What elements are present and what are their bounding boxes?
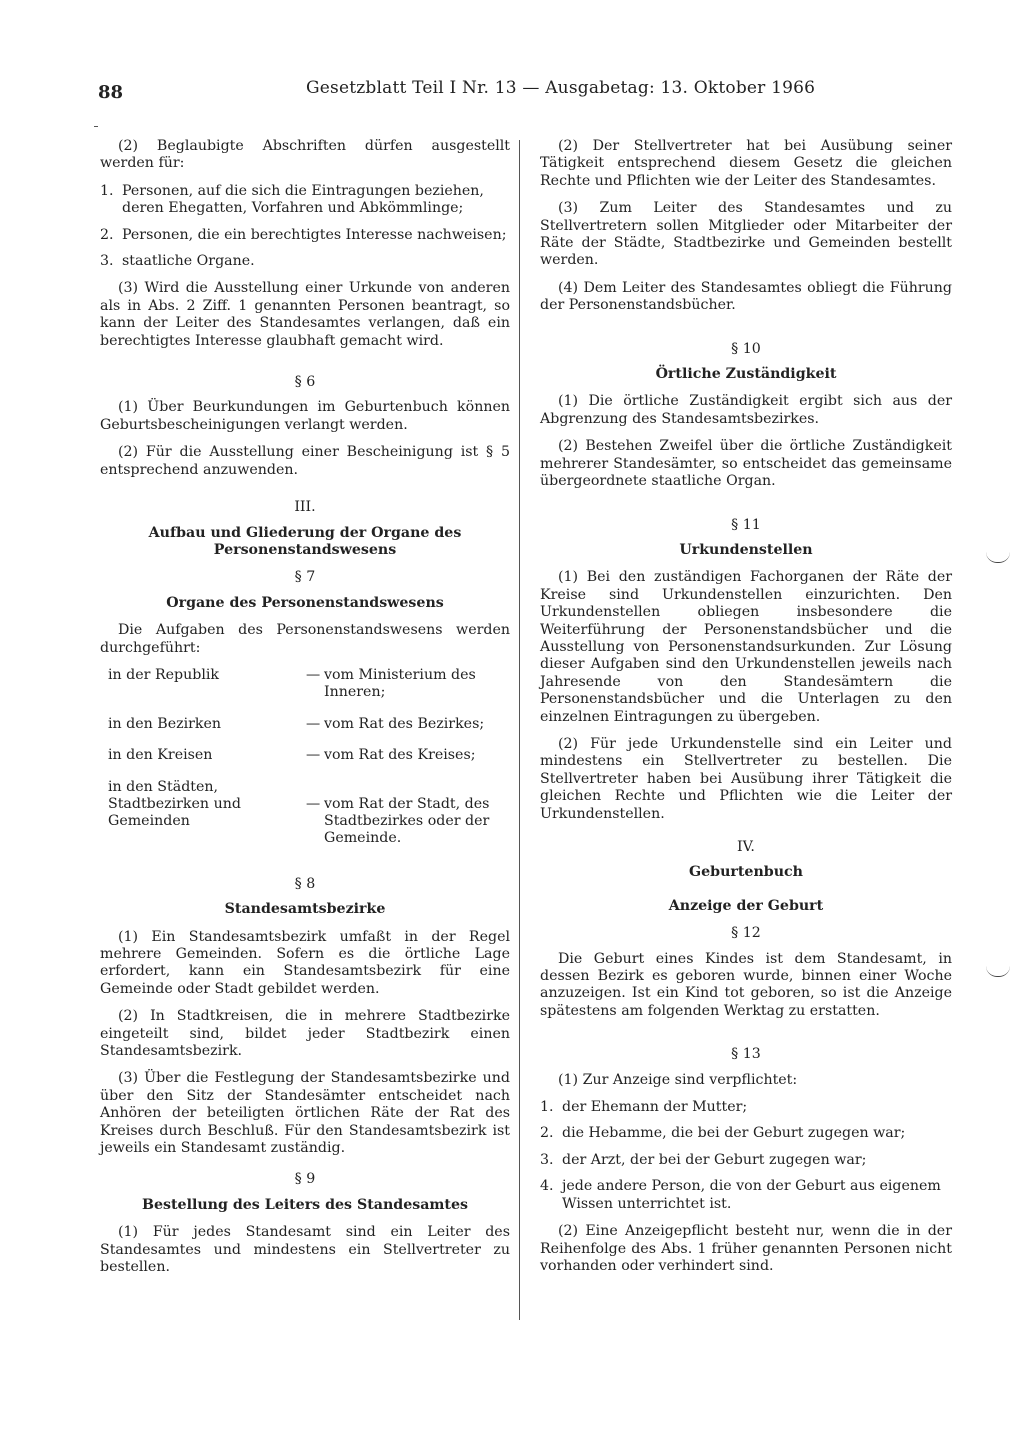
list-number: 2. xyxy=(100,226,114,243)
list-text: der Arzt, der bei der Geburt zugegen war; xyxy=(562,1151,867,1168)
table-cell-level: in den Städten, Stadtbezirken und Gemeinden xyxy=(108,778,241,830)
s8-paragraph-3: (3) Über die Festlegung der Standesamtsbezirke und über den Sitz der Standesämter entscheidet nach Anhören der beteiligten örtlichen Räte der Rat des Kreises durch Beschluß. Für den Standesamtsbezirk ist jeweils ein Standesamt zuständig. xyxy=(100,1070,510,1157)
s11-paragraph-1: (1) Bei den zuständigen Fachorganen der Räte der Kreise sind Urkundenstellen einzurichten. Den Urkundenstellen obliegen insbesondere die Weiterführung der Personenstandsbücher und die Ausstellung von Personenstandsurkunden. Zur Lösung dieser Aufgaben sind den Urkundenstellen jeweils nach Jahresende von den Standesämtern die Personenstandsbücher und die Unterlagen zu den einzelnen Eintragungen zu übergeben. xyxy=(540,569,952,725)
list-text: staatliche Organe. xyxy=(122,253,255,270)
section-13-title: § 13 xyxy=(731,1046,761,1063)
s10-paragraph-2: (2) Bestehen Zweifel über die örtliche Zuständigkeit mehrerer Standesämter, so entscheidet das gemeinsame übergeordnete staatliche Organ. xyxy=(540,438,952,490)
s7-intro: Die Aufgaben des Personenstandswesens werden durchgeführt: xyxy=(100,622,510,656)
s13-list xyxy=(540,1099,952,1213)
table-row xyxy=(100,716,510,747)
s9-paragraph-2: (2) Der Stellvertreter hat bei Ausübung seiner Tätigkeit entsprechend diesem Gesetz die gleichen Rechte und Pflichten wie der Leiter des Standesamtes. xyxy=(540,138,952,189)
running-head: Gesetzblatt Teil I Nr. 13 — Ausgabetag: 13. Oktober 1966 xyxy=(306,78,816,98)
s9-paragraph-1: (1) Für jedes Standesamt sind ein Leiter des Standesamtes und mindestens ein Stellvertreter zu bestellen. xyxy=(100,1224,510,1276)
part-3-title: Aufbau und Gliederung der Organe des Personenstandswesens xyxy=(148,524,462,558)
section-11-title: § 11 xyxy=(731,516,761,533)
right-column xyxy=(540,138,952,1285)
list-item xyxy=(100,227,510,244)
s13-paragraph-1: (1) Zur Anzeige sind verpflichtet: xyxy=(558,1071,798,1088)
top-rule xyxy=(94,126,98,127)
section-9-heading: Bestellung des Leiters des Standesamtes xyxy=(142,1196,468,1213)
sub-heading: Anzeige der Geburt xyxy=(668,897,824,914)
s8-paragraph-2: (2) In Stadtkreisen, die in mehrere Stadtbezirke eingeteilt sind, bildet jeder Stadtbezirk einen Standesamtsbezirk. xyxy=(100,1008,510,1060)
section-12-title: § 12 xyxy=(731,925,761,942)
s9-paragraph-3: (3) Zum Leiter des Standesamtes und zu Stellvertretern sollen Mitglieder oder Mitarbeiter der Räte der Städte, Stadtbezirke und Gemeinden bestellt werden. xyxy=(540,200,952,269)
s6-paragraph-1: (1) Über Beurkundungen im Geburtenbuch können Geburtsbescheinigungen verlangt werden. xyxy=(100,399,510,433)
table-cell-level: in der Republik xyxy=(108,666,220,683)
table-row xyxy=(100,747,510,778)
list-item xyxy=(100,183,510,218)
section-7-title: § 7 xyxy=(294,569,316,586)
list-text: die Hebamme, die bei der Geburt zugegen war; xyxy=(562,1125,906,1142)
list-item xyxy=(540,1152,952,1169)
section-11-heading: Urkundenstellen xyxy=(679,541,813,558)
section-9-title: § 9 xyxy=(294,1171,316,1188)
s5-paragraph-3: (3) Wird die Ausstellung einer Urkunde von anderen als in Abs. 2 Ziff. 1 genannten Personen beantragt, so kann der Leiter des Standesamtes verlangen, daß ein berechtigtes Interesse glaubhaft gemacht wird. xyxy=(100,280,510,349)
list-number: 1. xyxy=(100,182,114,199)
s5-paragraph-2: (2) Beglaubigte Abschriften dürfen ausgestellt werden für: xyxy=(100,138,510,172)
table-cell-organ: vom Rat des Bezirkes; xyxy=(324,715,485,732)
table-cell-level: in den Kreisen xyxy=(108,747,213,764)
s13-paragraph-2: (2) Eine Anzeigepflicht besteht nur, wenn die in der Reihenfolge des Abs. 1 früher genannten Personen nicht vorhanden oder verhindert sind. xyxy=(540,1223,952,1274)
s12-paragraph-1: Die Geburt eines Kindes ist dem Standesamt, in dessen Bezirk es geboren wurde, binnen einer Woche anzuzeigen. Ist ein Kind tot geboren, so ist die Anzeige spätestens am folgenden Werktag zu erstatten. xyxy=(540,950,952,1019)
list-text: jede andere Person, die von der Geburt aus eigenem Wissen unterrichtet ist. xyxy=(562,1178,941,1212)
table-cell-dash: — xyxy=(306,715,321,732)
list-text: Personen, die ein berechtigtes Interesse nachweisen; xyxy=(122,226,507,243)
table-cell-level: in den Bezirken xyxy=(108,715,222,732)
s5-list xyxy=(100,183,510,271)
table-cell-dash: — xyxy=(306,747,321,764)
s11-paragraph-2: (2) Für jede Urkundenstelle sind ein Leiter und mindestens ein Stellvertreter zu bestellen. Die Stellvertreter haben bei Ausübung ihrer Tätigkeit die gleichen Rechte und Pflichten wie die Leiter der Urkundenstellen. xyxy=(540,735,952,822)
column-divider xyxy=(519,140,520,1320)
section-8-heading: Standesamtsbezirke xyxy=(224,901,386,918)
table-row xyxy=(100,779,510,862)
list-item xyxy=(540,1099,952,1116)
list-number: 4. xyxy=(540,1178,554,1195)
s6-paragraph-2: (2) Für die Ausstellung einer Bescheinigung ist § 5 entsprechend anzuwenden. xyxy=(100,444,510,478)
part-3-numeral: III. xyxy=(294,499,316,516)
list-item xyxy=(540,1178,952,1213)
table-cell-dash: — xyxy=(306,666,321,683)
section-6-title: § 6 xyxy=(294,374,316,391)
section-8-title: § 8 xyxy=(294,875,316,892)
list-text: der Ehemann der Mutter; xyxy=(562,1099,748,1116)
s8-paragraph-1: (1) Ein Standesamtsbezirk umfaßt in der Regel mehrere Gemeinden. Sofern es die örtliche Lage erfordert, kann ein Standesamtsbezirk für eine Gemeinde oder Stadt gebildet werden. xyxy=(100,928,510,997)
section-10-heading: Örtliche Zuständigkeit xyxy=(655,366,837,383)
page-header xyxy=(98,78,968,108)
table-cell-organ: vom Rat des Kreises; xyxy=(324,747,476,764)
table-row xyxy=(100,667,510,716)
section-7-heading: Organe des Personenstandswesens xyxy=(166,594,444,611)
page-number: 88 xyxy=(98,82,124,103)
list-item xyxy=(100,253,510,270)
left-column xyxy=(100,138,510,1287)
list-number: 2. xyxy=(540,1125,554,1142)
table-cell-organ: vom Ministerium des Inneren; xyxy=(324,666,476,701)
section-10-title: § 10 xyxy=(731,340,761,357)
table-cell-dash: — xyxy=(306,795,321,812)
list-text: Personen, auf die sich die Eintragungen beziehen, deren Ehegatten, Vorfahren und Abkömmlinge; xyxy=(122,182,484,217)
table-cell-organ: vom Rat der Stadt, des Stadtbezirkes oder der Gemeinde. xyxy=(324,795,490,847)
part-4-title: Geburtenbuch xyxy=(689,864,803,881)
list-item xyxy=(540,1125,952,1142)
list-number: 3. xyxy=(100,253,114,270)
s10-paragraph-1: (1) Die örtliche Zuständigkeit ergibt sich aus der Abgrenzung des Standesamtsbezirkes. xyxy=(540,393,952,427)
organs-table xyxy=(100,667,510,862)
s9-paragraph-4: (4) Dem Leiter des Standesamtes obliegt die Führung der Personenstandsbücher. xyxy=(540,279,952,314)
list-number: 3. xyxy=(540,1151,554,1168)
margin-mark xyxy=(986,966,1010,977)
margin-mark xyxy=(986,552,1010,563)
part-4-numeral: IV. xyxy=(737,839,755,855)
list-number: 1. xyxy=(540,1099,554,1116)
